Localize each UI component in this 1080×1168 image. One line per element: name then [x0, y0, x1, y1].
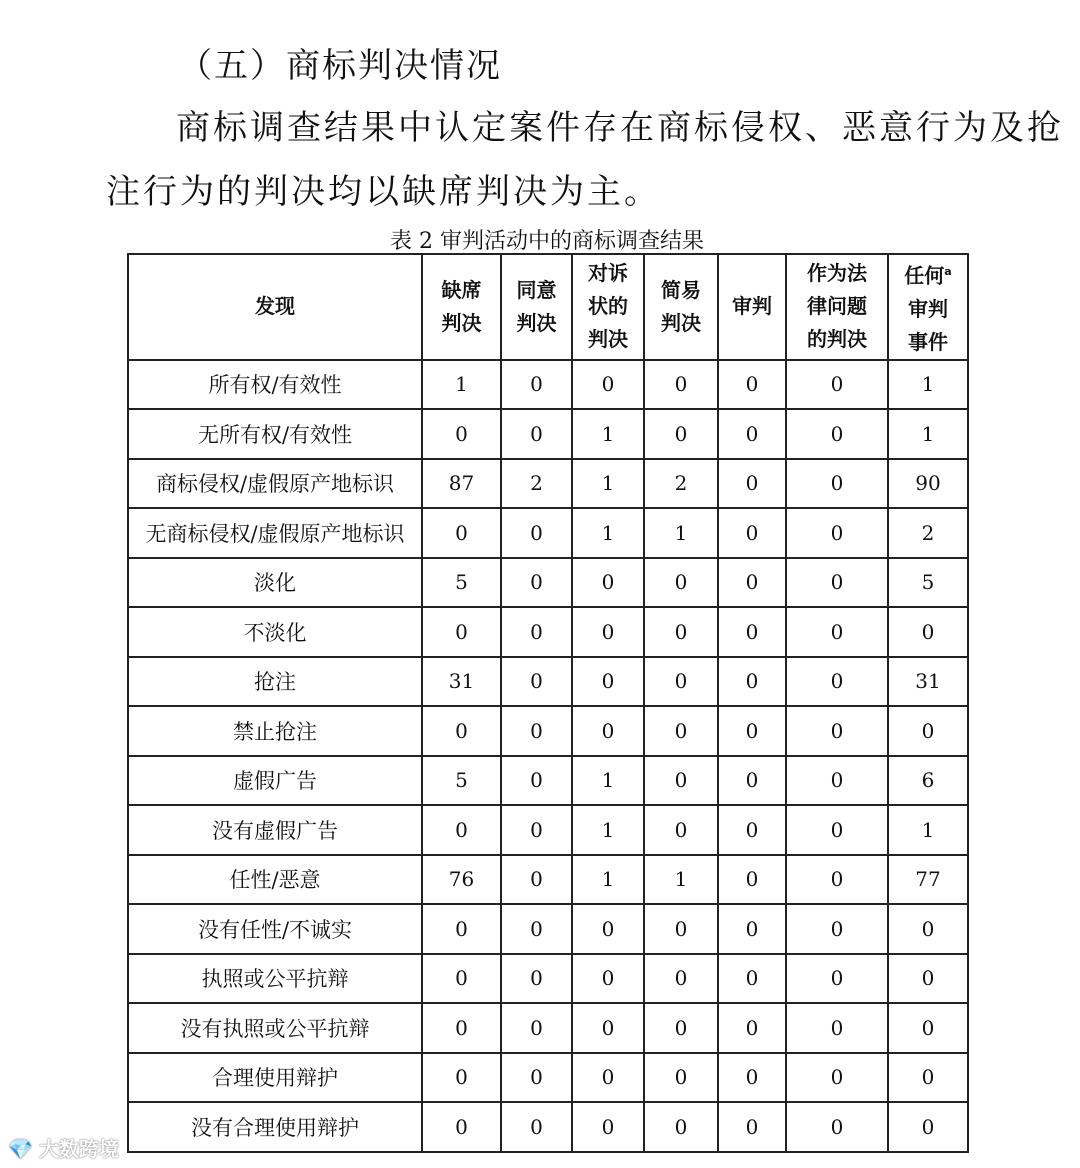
paragraph-line-2: 注行为的判决均以缺席判决为主。: [106, 172, 661, 212]
table-row: [128, 558, 968, 608]
count-cell: 0: [718, 1053, 786, 1103]
count-cell: 0: [422, 607, 501, 657]
count-cell: 0: [718, 1102, 786, 1152]
column-header-line: 缺席: [441, 277, 482, 302]
count-cell: 0: [572, 954, 644, 1004]
count-cell: 0: [888, 1102, 968, 1152]
trademark-results-table: [127, 253, 969, 1153]
count-cell: 0: [888, 1003, 968, 1053]
count-cell: 0: [644, 1102, 718, 1152]
count-cell: 76: [422, 855, 501, 905]
count-cell: 1: [572, 459, 644, 509]
table-row: [128, 1102, 968, 1152]
count-cell: 0: [786, 855, 888, 905]
count-cell: 0: [718, 954, 786, 1004]
count-cell: 0: [888, 607, 968, 657]
count-cell: 0: [644, 954, 718, 1004]
count-cell: 0: [888, 904, 968, 954]
count-cell: 0: [501, 756, 572, 806]
count-cell: 0: [718, 904, 786, 954]
count-cell: 0: [501, 1003, 572, 1053]
count-cell: 0: [501, 508, 572, 558]
table-row: [128, 706, 968, 756]
table-row: [128, 360, 968, 410]
finding-cell: 无商标侵权/虚假原产地标识: [128, 508, 422, 558]
table-row: [128, 904, 968, 954]
count-cell: 0: [501, 558, 572, 608]
table-row: [128, 409, 968, 459]
count-cell: 0: [501, 1102, 572, 1152]
column-header-line: 判决: [516, 310, 557, 335]
count-cell: 0: [422, 1102, 501, 1152]
count-cell: 0: [501, 1053, 572, 1103]
count-cell: 1: [644, 508, 718, 558]
count-cell: 0: [422, 1003, 501, 1053]
finding-cell: 没有执照或公平抗辩: [128, 1003, 422, 1053]
count-cell: 0: [422, 508, 501, 558]
count-cell: 1: [422, 360, 501, 410]
count-cell: 0: [786, 657, 888, 707]
table-row: [128, 607, 968, 657]
count-cell: 2: [644, 459, 718, 509]
count-cell: 0: [786, 756, 888, 806]
table-row: [128, 954, 968, 1004]
column-header: [888, 254, 968, 360]
column-header: [572, 254, 644, 360]
count-cell: 0: [422, 1053, 501, 1103]
table-row: [128, 855, 968, 905]
count-cell: 0: [888, 1053, 968, 1103]
count-cell: 1: [572, 805, 644, 855]
table-row: [128, 508, 968, 558]
table-row: [128, 805, 968, 855]
count-cell: 0: [644, 360, 718, 410]
count-cell: 0: [501, 360, 572, 410]
count-cell: 0: [572, 1053, 644, 1103]
count-cell: 0: [501, 805, 572, 855]
count-cell: 0: [572, 706, 644, 756]
count-cell: 0: [422, 706, 501, 756]
count-cell: 0: [718, 508, 786, 558]
count-cell: 1: [888, 360, 968, 410]
count-cell: 0: [786, 904, 888, 954]
column-header: [422, 254, 501, 360]
paragraph-line-1: 商标调查结果中认定案件存在商标侵权、恶意行为及抢: [176, 108, 1064, 148]
count-cell: 1: [572, 855, 644, 905]
count-cell: 0: [786, 706, 888, 756]
count-cell: 0: [501, 657, 572, 707]
count-cell: 0: [644, 904, 718, 954]
table-header-row: [128, 254, 968, 360]
count-cell: 1: [572, 409, 644, 459]
table-caption: 表 2 审判活动中的商标调查结果: [390, 229, 704, 254]
finding-cell: 禁止抢注: [128, 706, 422, 756]
count-cell: 0: [718, 706, 786, 756]
count-cell: 0: [786, 1053, 888, 1103]
count-cell: 0: [572, 657, 644, 707]
table-row: [128, 1053, 968, 1103]
count-cell: 0: [644, 1053, 718, 1103]
count-cell: 0: [501, 855, 572, 905]
column-header-line: 任何: [904, 263, 945, 288]
column-header: [644, 254, 718, 360]
count-cell: 0: [718, 855, 786, 905]
column-header-line: 判决: [441, 310, 482, 335]
column-header: [786, 254, 888, 360]
count-cell: 87: [422, 459, 501, 509]
count-cell: 0: [422, 954, 501, 1004]
count-cell: 0: [786, 607, 888, 657]
count-cell: 0: [786, 459, 888, 509]
count-cell: 2: [501, 459, 572, 509]
finding-cell: 虚假广告: [128, 756, 422, 806]
finding-cell: 所有权/有效性: [128, 360, 422, 410]
count-cell: 0: [718, 409, 786, 459]
count-cell: 0: [572, 607, 644, 657]
column-header-line: 作为法: [807, 261, 867, 286]
column-header-line: 审判: [732, 294, 772, 319]
column-header-line: 判决: [588, 327, 628, 352]
finding-cell: 任性/恶意: [128, 855, 422, 905]
column-header-line: 事件: [908, 329, 948, 354]
column-header-line: 简易: [661, 277, 701, 302]
count-cell: 0: [786, 1003, 888, 1053]
table-row: [128, 1003, 968, 1053]
count-cell: 0: [786, 360, 888, 410]
count-cell: 0: [422, 805, 501, 855]
count-cell: 0: [572, 360, 644, 410]
count-cell: 0: [786, 954, 888, 1004]
count-cell: 0: [786, 508, 888, 558]
count-cell: 0: [501, 904, 572, 954]
count-cell: 0: [718, 805, 786, 855]
watermark: [8, 1133, 119, 1162]
column-header-line: 律问题: [807, 294, 867, 319]
finding-cell: 无所有权/有效性: [128, 409, 422, 459]
count-cell: 0: [572, 558, 644, 608]
count-cell: 0: [718, 657, 786, 707]
column-header-line: 对诉: [588, 261, 628, 286]
column-header: [128, 254, 422, 360]
count-cell: 0: [422, 409, 501, 459]
finding-cell: 淡化: [128, 558, 422, 608]
column-header-line: 发现: [255, 294, 295, 319]
footnote-mark: a: [944, 265, 952, 278]
count-cell: 0: [644, 409, 718, 459]
count-cell: 0: [572, 1102, 644, 1152]
table-row: [128, 756, 968, 806]
table-row: [128, 657, 968, 707]
count-cell: 1: [644, 855, 718, 905]
count-cell: 0: [644, 1003, 718, 1053]
count-cell: 90: [888, 459, 968, 509]
count-cell: 6: [888, 756, 968, 806]
count-cell: 1: [572, 508, 644, 558]
count-cell: 77: [888, 855, 968, 905]
count-cell: 0: [718, 459, 786, 509]
count-cell: 0: [718, 360, 786, 410]
count-cell: 5: [422, 756, 501, 806]
count-cell: 0: [718, 1003, 786, 1053]
count-cell: 0: [501, 954, 572, 1004]
count-cell: 0: [422, 904, 501, 954]
count-cell: 1: [572, 756, 644, 806]
count-cell: 0: [644, 657, 718, 707]
finding-cell: 执照或公平抗辩: [128, 954, 422, 1004]
count-cell: 0: [644, 805, 718, 855]
count-cell: 0: [718, 756, 786, 806]
watermark-text: 大数跨境: [38, 1137, 119, 1161]
count-cell: 0: [572, 904, 644, 954]
count-cell: 0: [644, 607, 718, 657]
count-cell: 31: [422, 657, 501, 707]
finding-cell: 没有任性/不诚实: [128, 904, 422, 954]
count-cell: 0: [786, 1102, 888, 1152]
finding-cell: 没有合理使用辩护: [128, 1102, 422, 1152]
count-cell: 0: [501, 607, 572, 657]
table-body: [128, 360, 968, 1152]
column-header-line: 状的: [588, 294, 628, 319]
column-header: [718, 254, 786, 360]
column-header-line: 审判: [908, 296, 948, 321]
count-cell: 5: [422, 558, 501, 608]
column-header-line: 判决: [661, 310, 701, 335]
count-cell: 0: [718, 607, 786, 657]
count-cell: 0: [644, 558, 718, 608]
column-header-line: 同意: [516, 277, 557, 302]
count-cell: 0: [501, 706, 572, 756]
count-cell: 0: [786, 805, 888, 855]
count-cell: 2: [888, 508, 968, 558]
count-cell: 0: [786, 558, 888, 608]
table-row: [128, 459, 968, 509]
count-cell: 31: [888, 657, 968, 707]
finding-cell: 合理使用辩护: [128, 1053, 422, 1103]
count-cell: 0: [786, 409, 888, 459]
count-cell: 1: [888, 409, 968, 459]
finding-cell: 抢注: [128, 657, 422, 707]
count-cell: 0: [572, 1003, 644, 1053]
brand-logo-icon: 💎: [8, 1137, 33, 1161]
finding-cell: 商标侵权/虚假原产地标识: [128, 459, 422, 509]
column-header-line: 的判决: [807, 327, 867, 352]
column-header: [501, 254, 572, 360]
finding-cell: 不淡化: [128, 607, 422, 657]
count-cell: 0: [501, 409, 572, 459]
count-cell: 0: [888, 954, 968, 1004]
count-cell: 0: [888, 706, 968, 756]
count-cell: 0: [644, 706, 718, 756]
count-cell: 0: [718, 558, 786, 608]
finding-cell: 没有虚假广告: [128, 805, 422, 855]
count-cell: 1: [888, 805, 968, 855]
section-heading: （五）商标判决情况: [178, 46, 502, 86]
count-cell: 5: [888, 558, 968, 608]
count-cell: 0: [644, 756, 718, 806]
